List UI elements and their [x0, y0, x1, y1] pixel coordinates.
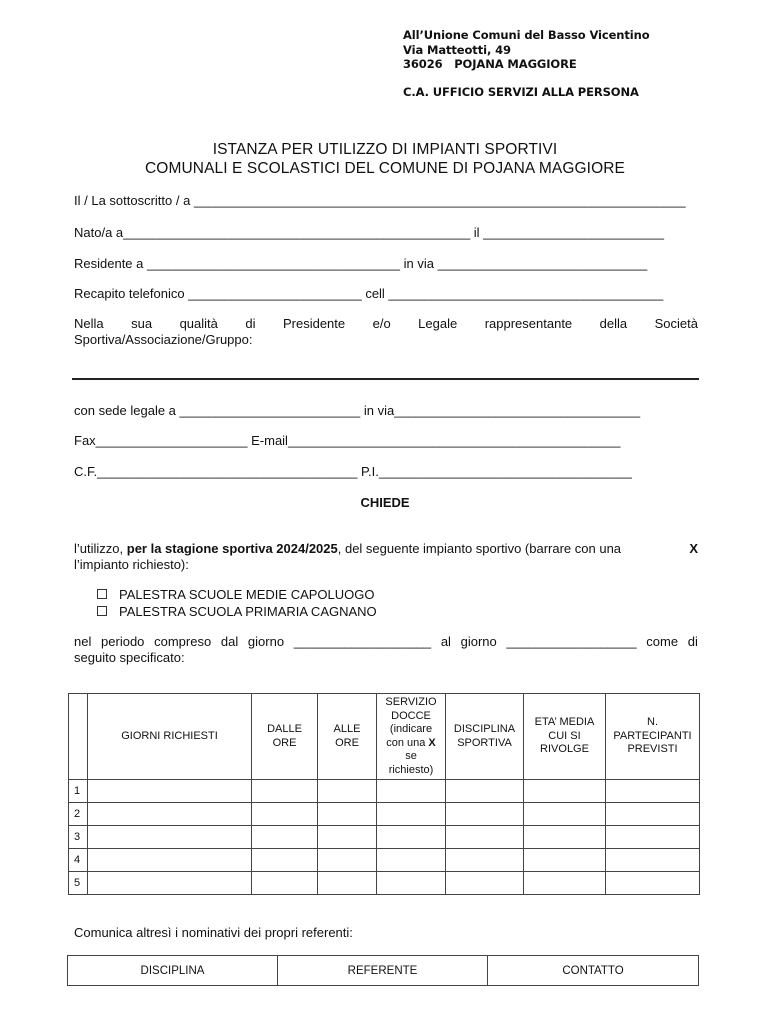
- table-cell[interactable]: [252, 780, 318, 803]
- header-dalle-line: ORE: [272, 736, 297, 749]
- periodo-word: giorno: [247, 634, 285, 649]
- request-season: per la stagione sportiva 2024/2025: [126, 541, 338, 556]
- header-alle-line: ORE: [335, 736, 359, 749]
- periodo-word: di: [687, 634, 698, 649]
- table-row: [69, 803, 700, 826]
- field-recapito[interactable]: Recapito telefonico ________________________ cell ______________________________________: [74, 286, 664, 301]
- request-line-1: [74, 541, 698, 557]
- table-cell[interactable]: [606, 803, 700, 826]
- table-cell[interactable]: [252, 803, 318, 826]
- field-sottoscritto[interactable]: Il / La sottoscritto / a ____________________________________________________________________: [74, 193, 686, 208]
- table-cell[interactable]: [606, 872, 700, 895]
- header-disciplina-line: SPORTIVA: [457, 736, 512, 749]
- request-prefix: l’utilizzo,: [74, 541, 127, 556]
- table-cell[interactable]: [318, 849, 377, 872]
- chiede-heading: CHIEDE: [360, 495, 410, 510]
- header-alle-line: ALLE: [333, 723, 361, 735]
- option-palestra-medie[interactable]: [97, 587, 377, 604]
- header-servizio-text: con una: [386, 736, 429, 749]
- header-servizio-x: X: [428, 736, 436, 749]
- title-line-1: ISTANZA PER UTILIZZO DI IMPIANTI SPORTIVI: [212, 141, 558, 158]
- qualita-line-2: Sportiva/Associazione/Gruppo:: [74, 332, 253, 347]
- checkbox-icon[interactable]: [97, 606, 107, 616]
- table-cell[interactable]: [252, 849, 318, 872]
- periodo-word: nel: [74, 634, 92, 649]
- field-fax-email[interactable]: Fax_____________________ E-mail______________________________________________: [74, 433, 621, 448]
- field-cf-pi[interactable]: C.F.____________________________________ P.I.___________________________________: [74, 464, 632, 479]
- field-sede[interactable]: con sede legale a _________________________ in via__________________________________: [74, 403, 641, 418]
- qualita-word: Presidente: [282, 316, 346, 331]
- periodo-word: al: [440, 634, 451, 649]
- header-servizio-line: (indicare: [389, 723, 433, 735]
- table-cell[interactable]: [446, 826, 524, 849]
- row-number: 3: [69, 826, 88, 849]
- society-name-line[interactable]: [72, 378, 699, 380]
- table-cell[interactable]: [318, 780, 377, 803]
- table-cell[interactable]: [446, 803, 524, 826]
- periodo-word: periodo: [101, 634, 145, 649]
- schedule-body: [69, 780, 700, 895]
- periodo-word: ___________________: [293, 634, 432, 649]
- option-palestra-primaria[interactable]: [97, 604, 377, 621]
- qualita-word: rappresentante: [484, 316, 573, 331]
- header-alle: [318, 694, 377, 780]
- header-referente: REFERENTE: [278, 956, 488, 986]
- periodo-word: __________________: [506, 634, 637, 649]
- header-partecipanti-line: PARTECIPANTI: [613, 729, 692, 742]
- qualita-word: sua: [131, 316, 153, 331]
- request-line-2: l’impianto richiesto):: [74, 557, 189, 572]
- table-cell[interactable]: [88, 872, 252, 895]
- header-dalle: [252, 694, 318, 780]
- table-cell[interactable]: [524, 780, 606, 803]
- field-residente[interactable]: Residente a ___________________________________ in via _____________________________: [74, 256, 648, 271]
- table-cell[interactable]: [88, 780, 252, 803]
- periodo-word: dal: [220, 634, 239, 649]
- header-servizio-line: [377, 737, 445, 751]
- header-servizio-line: SERVIZIO: [385, 696, 437, 708]
- field-nato[interactable]: Nato/a a________________________________________________ il _________________________: [74, 225, 664, 240]
- recipient-line-2: Via Matteotti, 49: [403, 42, 511, 57]
- referenti-intro: Comunica altresì i nominativi dei propri referenti:: [74, 925, 353, 940]
- table-cell[interactable]: [252, 872, 318, 895]
- table-cell[interactable]: [524, 849, 606, 872]
- header-partecipanti-line: N.: [647, 716, 658, 729]
- row-number: 1: [69, 780, 88, 803]
- table-cell[interactable]: [446, 849, 524, 872]
- table-cell[interactable]: [377, 826, 446, 849]
- table-row: [69, 849, 700, 872]
- table-cell[interactable]: [524, 803, 606, 826]
- header-servizio-line: se: [405, 750, 417, 762]
- qualita-word: Società: [654, 316, 698, 331]
- option-label: PALESTRA SCUOLA PRIMARIA CAGNANO: [119, 603, 377, 619]
- recipient-address: [403, 28, 650, 99]
- periodo-line-1[interactable]: [74, 634, 698, 650]
- table-cell[interactable]: [318, 872, 377, 895]
- header-contatto: CONTATTO: [488, 956, 699, 986]
- table-cell[interactable]: [524, 826, 606, 849]
- schedule-header-row: [69, 694, 700, 780]
- header-eta-line: CUI SI: [548, 729, 581, 742]
- referenti-header-row: [68, 956, 699, 986]
- header-eta-line: RIVOLGE: [540, 743, 589, 756]
- header-partecipanti: [606, 694, 700, 780]
- table-cell[interactable]: [377, 780, 446, 803]
- periodo-paragraph: [74, 634, 698, 666]
- qualita-word: e/o: [372, 316, 391, 331]
- header-disciplina: [446, 694, 524, 780]
- table-cell[interactable]: [446, 872, 524, 895]
- referenti-table: [67, 955, 699, 986]
- table-cell[interactable]: [377, 872, 446, 895]
- row-number: 5: [69, 872, 88, 895]
- header-dalle-line: DALLE: [267, 723, 302, 735]
- header-servizio-line: richiesto): [388, 763, 434, 776]
- table-cell[interactable]: [606, 826, 700, 849]
- qualita-word: Legale: [418, 316, 458, 331]
- table-cell[interactable]: [606, 849, 700, 872]
- header-giorni: GIORNI RICHIESTI: [88, 694, 252, 780]
- recipient-line-1: All’Unione Comuni del Basso Vicentino: [403, 28, 650, 42]
- periodo-line-2: seguito specificato:: [74, 650, 185, 665]
- periodo-word: giorno: [460, 634, 497, 649]
- qualita-line-1: [74, 316, 698, 332]
- schedule-table: [68, 693, 700, 895]
- qualita-paragraph: [74, 316, 698, 348]
- request-text: [74, 541, 621, 557]
- qualita-word: di: [245, 316, 256, 331]
- title-line-2: COMUNALI E SCOLASTICI DEL COMUNE DI POJANA MAGGIORE: [145, 159, 625, 177]
- document-title: [0, 141, 770, 178]
- header-eta: [524, 694, 606, 780]
- header-partecipanti-line: PREVISTI: [627, 743, 678, 756]
- table-row: [69, 872, 700, 895]
- table-cell[interactable]: [377, 803, 446, 826]
- table-cell[interactable]: [524, 872, 606, 895]
- option-label: PALESTRA SCUOLE MEDIE CAPOLUOGO: [119, 587, 375, 602]
- table-row: [69, 780, 700, 803]
- table-cell[interactable]: [446, 780, 524, 803]
- header-eta-line: ETA’ MEDIA: [534, 716, 595, 729]
- row-number: 4: [69, 849, 88, 872]
- table-cell[interactable]: [88, 849, 252, 872]
- qualita-word: qualità: [179, 316, 218, 331]
- header-servizio: [377, 694, 446, 780]
- header-servizio-line: DOCCE: [391, 709, 431, 722]
- request-middle: , del seguente impianto sportivo (barrare con una: [337, 541, 622, 556]
- qualita-word: della: [599, 316, 628, 331]
- table-cell[interactable]: [318, 803, 377, 826]
- table-cell[interactable]: [606, 780, 700, 803]
- recipient-attention: C.A. UFFICIO SERVIZI ALLA PERSONA: [403, 84, 639, 99]
- table-cell[interactable]: [318, 826, 377, 849]
- periodo-word: come: [646, 634, 679, 649]
- checkbox-icon[interactable]: [97, 589, 107, 599]
- table-cell[interactable]: [377, 849, 446, 872]
- request-x: X: [689, 541, 698, 556]
- table-cell[interactable]: [88, 826, 252, 849]
- table-row: [69, 826, 700, 849]
- periodo-word: compreso: [154, 634, 212, 649]
- recipient-line-3: 36026 POJANA MAGGIORE: [403, 57, 577, 71]
- row-number: 2: [69, 803, 88, 826]
- request-paragraph: [74, 541, 698, 573]
- table-cell[interactable]: [88, 803, 252, 826]
- facility-options: [97, 587, 377, 620]
- header-index: [69, 694, 88, 780]
- header-disciplina-line: DISCIPLINA: [453, 723, 516, 735]
- table-cell[interactable]: [252, 826, 318, 849]
- header-disciplina-ref: DISCIPLINA: [68, 956, 278, 986]
- qualita-word: Nella: [74, 316, 104, 331]
